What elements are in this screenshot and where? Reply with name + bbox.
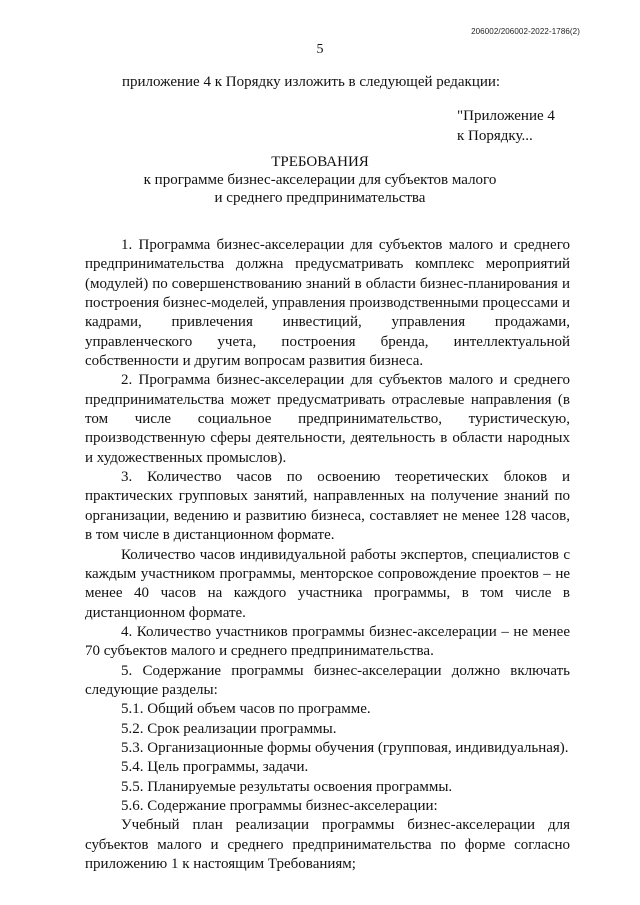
appendix-line-2: к Порядку...	[457, 128, 533, 144]
title-sub-2: и среднего предпринимательства	[214, 190, 426, 206]
title-block	[0, 153, 640, 207]
paragraph-3: 3. Количество часов по освоению теоретических блоков и практических групповых занятий, направленных на получение знаний по организации, ведению и развитию бизнеса, составляет не менее 128 часов, в том числе в дистанционном формате.	[85, 469, 570, 544]
paragraph-1: 1. Программа бизнес-акселерации для субъектов малого и среднего предпринимательства должна предусматривать комплекс мероприятий (модулей) по совершенствованию знаний в области бизнес-планирования и построения бизнес-моделей, управления производственными процессами и кадрами, привлечения инвестиций, управления продажами, управленческого учета, построения бренда, интеллектуальной собственности и другим вопросам развития бизнеса.	[85, 237, 570, 370]
intro-line: приложение 4 к Порядку изложить в следующей редакции:	[122, 74, 501, 90]
document-body	[85, 236, 570, 874]
paragraph-5-1: 5.1. Общий объем часов по программе.	[121, 701, 371, 718]
title-main: ТРЕБОВАНИЯ	[271, 154, 369, 170]
paragraph-5-6: 5.6. Содержание программы бизнес-акселерации:	[121, 797, 438, 814]
document-id: 206002/206002-2022-1786(2)	[471, 27, 580, 36]
appendix-reference	[457, 106, 597, 146]
paragraph-5-4: 5.4. Цель программы, задачи.	[121, 759, 309, 776]
paragraph-5-5: 5.5. Планируемые результаты освоения программы.	[121, 778, 453, 795]
paragraph-5: 5. Содержание программы бизнес-акселерации должно включать следующие разделы:	[85, 662, 570, 698]
paragraph-3-hours: Количество часов индивидуальной работы экспертов, специалистов с каждым участником программы, менторское сопровождение проектов – не менее 40 часов на каждого участника программы, в том числе в дистанционном формате.	[85, 546, 570, 621]
paragraph-5-3: 5.3. Организационные формы обучения (групповая, индивидуальная).	[121, 739, 569, 756]
paragraph-4: 4. Количество участников программы бизнес-акселерации – не менее 70 субъектов малого и среднего предпринимательства.	[85, 623, 570, 660]
paragraph-study-plan: Учебный план реализации программы бизнес-акселерации для субъектов малого и среднего предпринимательства по форме согласно приложению 1 к настоящим Требованиям;	[85, 817, 570, 872]
paragraph-2: 2. Программа бизнес-акселерации для субъектов малого и среднего предпринимательства может предусматривать отраслевые направления (в том числе социальное предпринимательство, туристическую, производственную сферы деятельности, деятельность в области народных и художественных промыслов).	[85, 372, 570, 466]
title-sub-1: к программе бизнес-акселерации для субъектов малого	[143, 172, 497, 188]
page-number: 5	[316, 42, 324, 57]
paragraph-5-2: 5.2. Срок реализации программы.	[121, 720, 337, 737]
appendix-line-1: "Приложение 4	[457, 108, 555, 124]
